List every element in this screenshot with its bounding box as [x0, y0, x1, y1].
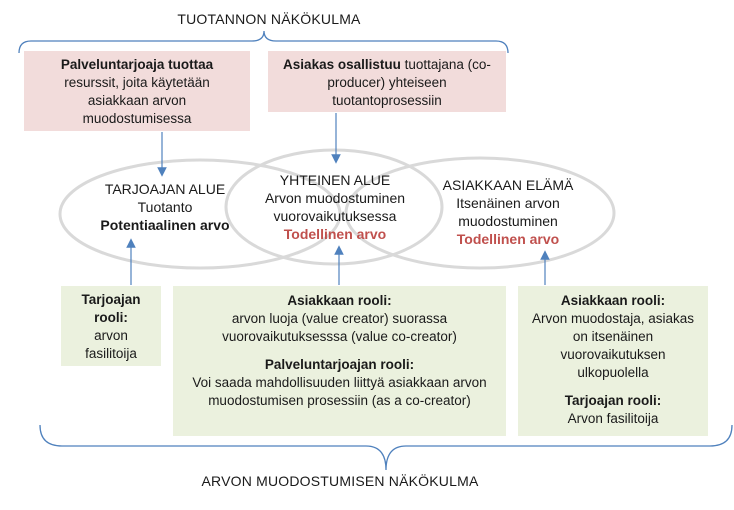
- provider-area-value: Potentiaalinen arvo: [100, 217, 230, 233]
- customer-role-customer-title: Asiakkaan rooli:: [560, 293, 666, 308]
- provider-area-title: TARJOAJAN ALUE: [104, 181, 226, 197]
- top-brace: [19, 31, 508, 53]
- provider-role-box: [61, 286, 161, 366]
- customer-role-customer-text: Arvon muodostaja, asiakas on itsenäinen vuorovaikutuksen ulkopuolella: [531, 311, 695, 380]
- customer-area-value: Todellinen arvo: [456, 231, 560, 247]
- customer-participates-box: [268, 51, 506, 112]
- joint-role-provider-text: Voi saada mahdollisuuden liittyä asiakkaan arvon muodostumisen prosessiin (as a co-creator): [192, 375, 487, 408]
- joint-role-customer-text: arvon luoja (value creator) suorassa vuorovaikutuksesssa (value co-creator): [222, 311, 457, 344]
- joint-area-title: YHTEINEN ALUE: [279, 172, 391, 188]
- provider-produces-box: [24, 51, 250, 131]
- provider-role-title: Tarjoajan rooli:: [81, 292, 141, 325]
- top-heading: TUOTANNON NÄKÖKULMA: [177, 11, 361, 27]
- joint-area-line2: vuorovaikutuksessa: [273, 208, 397, 224]
- joint-area-value: Todellinen arvo: [283, 226, 387, 242]
- customer-participates-text: tuottajana (co-producer) yhteiseen tuotantoprosessiin: [327, 57, 491, 108]
- provider-area-text: [85, 180, 245, 234]
- joint-area-line1: Arvon muodostuminen: [264, 190, 406, 206]
- provider-area-line1: Tuotanto: [137, 199, 193, 215]
- bottom-heading: ARVON MUODOSTUMISEN NÄKÖKULMA: [201, 473, 479, 489]
- customer-area-title: ASIAKKAAN ELÄMÄ: [442, 177, 574, 193]
- joint-area-text: [250, 171, 420, 243]
- customer-role-provider-title: Tarjoajan rooli:: [564, 393, 662, 408]
- customer-area-text: [433, 176, 583, 248]
- provider-role-text: arvon fasilitoija: [85, 328, 137, 361]
- customer-area-line1: Itsenäinen arvon: [456, 195, 560, 211]
- customer-participates-bold: Asiakas osallistuu: [283, 57, 401, 72]
- customer-role-provider-text: Arvon fasilitoija: [567, 411, 659, 426]
- customer-area-line2: muodostuminen: [458, 213, 558, 229]
- provider-produces-text: resurssit, joita käytetään asiakkaan arvon muodostumisessa: [64, 75, 210, 126]
- joint-role-customer-title: Asiakkaan rooli:: [287, 293, 392, 308]
- joint-role-box: [173, 286, 506, 436]
- joint-role-provider-title: Palveluntarjoajan rooli:: [264, 357, 415, 372]
- provider-produces-bold: Palveluntarjoaja tuottaa: [60, 57, 214, 72]
- customer-role-box: [518, 286, 708, 436]
